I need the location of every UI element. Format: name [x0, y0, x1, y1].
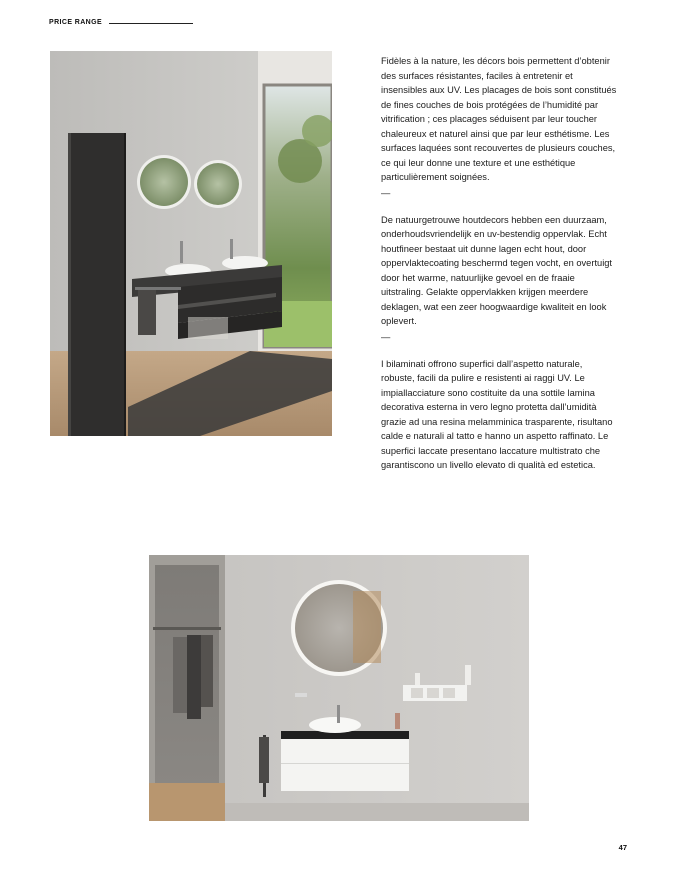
header-rule — [109, 23, 193, 24]
bathroom-photo-dark-vanity-illustration — [50, 51, 332, 436]
bathroom-photo-white-vanity — [149, 555, 529, 821]
paragraph-italian: I bilaminati offrono superfici dall’aspetto naturale, robuste, facili da pulire e resistenti ai raggi UV. Le impiallacciature sono costituite da una sottile lamina decorativa esterna in vero legno protetta dall’umidità grazie ad una resina melamminica trasparente, risultano calde e naturali al tatto e hanno un aspetto raffinato. Le superfici laccate presentano laccature multistrato che garantiscono un livello elevato di qualità ed estetica. — [381, 358, 613, 470]
paragraph-french: Fidèles à la nature, les décors bois permettent d’obtenir des surfaces résistantes, faciles à entretenir et insensibles aux UV. Les placages de bois sont constitués de fines couches de bois protégées de l’humidité par vitrification ; ces placages séduisent par leur toucher chaleureux et naturel ainsi que par leur esthétisme. Les surfaces laquées sont recouvertes de plusieurs couches, ce qui leur donne une texture et une esthétique particulièrement soignées. — [381, 56, 617, 182]
bathroom-photo-dark-vanity — [50, 51, 332, 436]
paragraph-dutch: De natuurgetrouwe houtdecors hebben een duurzaam, onderhoudsvriendelijk en uv-bestendig oppervlak. Echt houtfineer bestaat uit dunne lagen echt hout, door oppervlaktecoating beschermd tegen vocht, en overtuigt door het warme, natuurlijke gevoel en de fraaie uitstraling. Gelakte oppervlakken krijgen meerdere deklagen, wat een zeer hoogwaardige kwaliteit en look oplevert. — [381, 214, 613, 326]
section-label: PRICE RANGE — [49, 19, 103, 26]
text-column — [381, 54, 617, 473]
separator-dash-2: — — [381, 331, 391, 342]
separator-dash-1: — — [381, 187, 391, 198]
bathroom-photo-white-vanity-illustration — [149, 555, 529, 821]
page-number: 47 — [618, 843, 627, 852]
